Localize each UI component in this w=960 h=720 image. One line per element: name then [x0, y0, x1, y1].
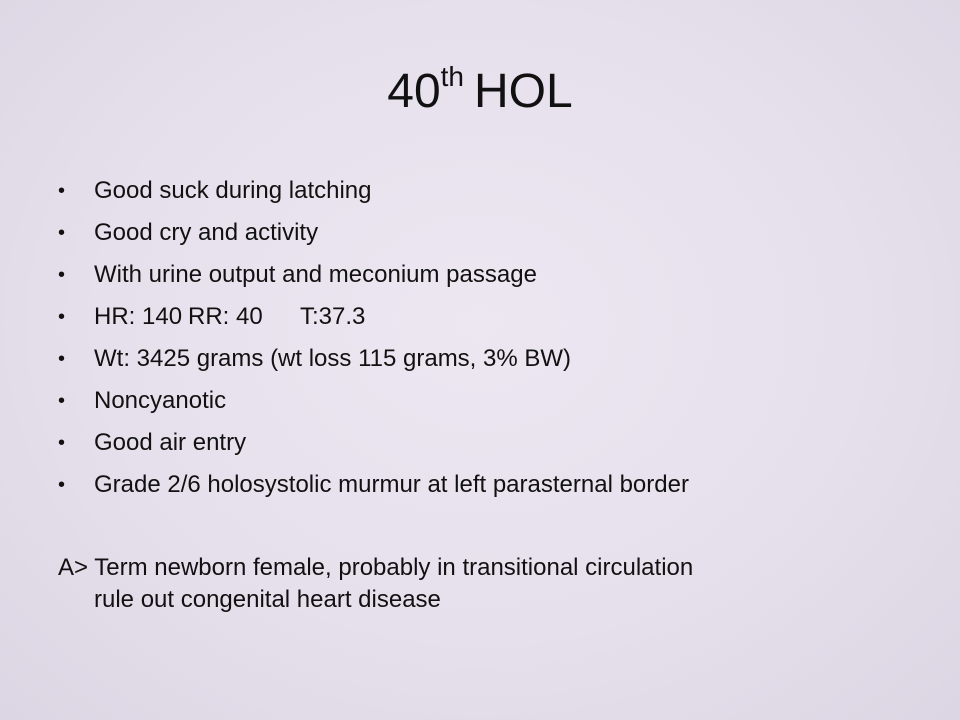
bullet-text: Wt: 3425 grams (wt loss 115 grams, 3% BW)	[94, 345, 572, 372]
bullet-text: Good suck during latching	[94, 177, 372, 204]
list-item	[58, 380, 918, 422]
bullet-text: With urine output and meconium passage	[94, 261, 537, 288]
bullet-icon: •	[58, 180, 66, 202]
title-superscript: th	[440, 61, 465, 92]
assessment-line-2: rule out congenital heart disease	[94, 586, 441, 613]
list-item	[58, 254, 918, 296]
bullet-icon: •	[58, 390, 66, 412]
slide-title	[0, 62, 960, 122]
list-item	[58, 464, 918, 506]
bullet-icon: •	[58, 222, 66, 244]
bullet-icon: •	[58, 348, 66, 370]
bullet-icon: •	[58, 306, 66, 328]
assessment-text	[58, 552, 918, 616]
list-item	[58, 422, 918, 464]
title-text: HOL	[474, 65, 573, 118]
bullet-text: Good cry and activity	[94, 219, 319, 246]
list-item	[58, 170, 918, 212]
temperature: T:37.3	[300, 303, 366, 330]
respiratory-rate: RR: 40	[188, 303, 263, 330]
bullet-icon: •	[58, 264, 66, 286]
vitals-item	[58, 296, 918, 338]
assessment-line-1: A> Term newborn female, probably in transitional circulation	[58, 554, 694, 581]
bullet-icon: •	[58, 432, 66, 454]
bullet-text: Grade 2/6 holosystolic murmur at left parasternal border	[94, 471, 689, 498]
title-number: 40	[387, 65, 441, 118]
heart-rate: HR: 140	[94, 303, 183, 330]
bullet-text: Noncyanotic	[94, 387, 227, 414]
bullet-list	[58, 170, 918, 506]
list-item	[58, 338, 918, 380]
bullet-text: Good air entry	[94, 429, 247, 456]
bullet-icon: •	[58, 474, 66, 496]
list-item	[58, 212, 918, 254]
